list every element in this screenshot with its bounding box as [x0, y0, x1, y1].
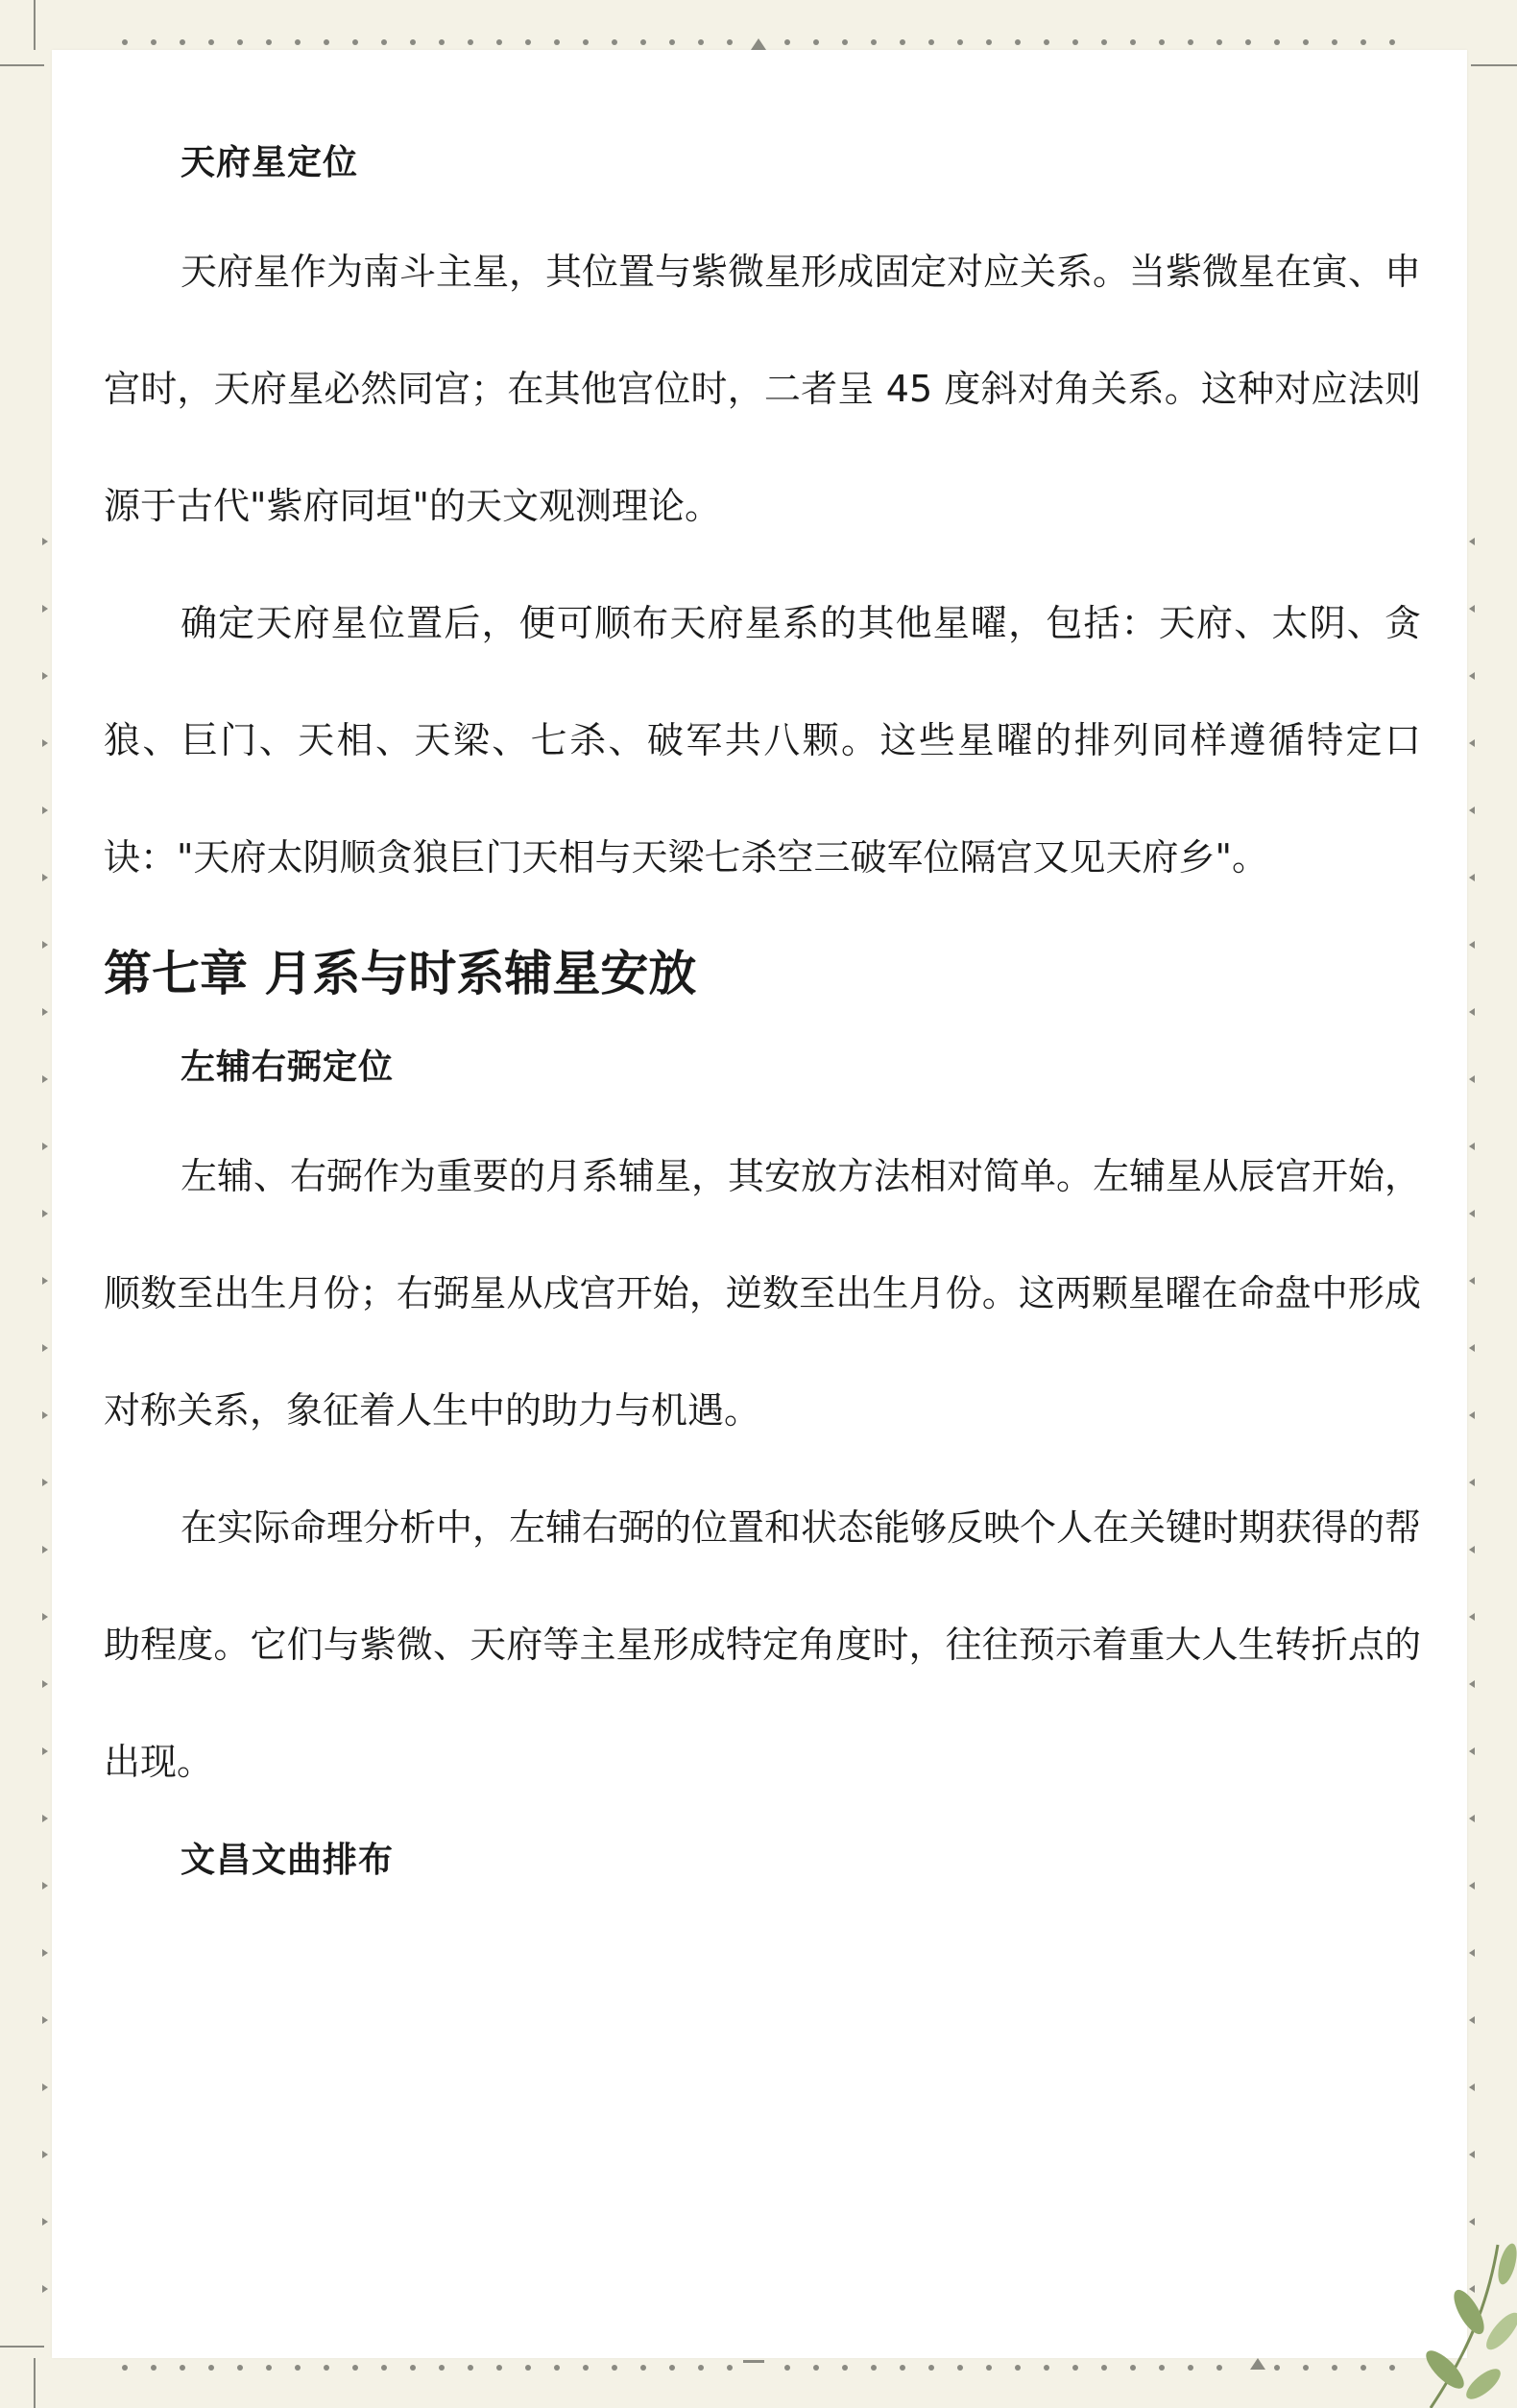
border-dot: [208, 39, 214, 45]
border-tick: [42, 1210, 48, 1217]
border-dot: [554, 39, 560, 45]
border-dot: [1332, 39, 1337, 45]
border-dot: [813, 39, 819, 45]
border-tick: [1469, 605, 1475, 613]
border-tick: [1469, 1882, 1475, 1890]
border-dot: [928, 39, 934, 45]
border-tick: [42, 874, 48, 881]
border-tick: [1469, 2151, 1475, 2158]
border-tick: [1469, 1008, 1475, 1016]
border-tick: [1469, 874, 1475, 881]
border-dot: [352, 39, 358, 45]
border-dot: [1216, 39, 1222, 45]
border-tick: [42, 1680, 48, 1688]
border-tick: [42, 1949, 48, 1957]
border-dot: [1044, 39, 1049, 45]
border-dot: [640, 39, 646, 45]
border-dot: [900, 39, 905, 45]
border-dot: [583, 2365, 589, 2371]
border-tick: [1469, 1344, 1475, 1352]
border-dot: [1159, 2365, 1165, 2371]
border-dot: [1274, 39, 1280, 45]
border-tick: [1469, 2218, 1475, 2226]
border-dot: [1130, 39, 1136, 45]
border-tick: [42, 2218, 48, 2226]
border-tick: [1469, 1613, 1475, 1621]
border-dot: [1389, 39, 1395, 45]
border-tick: [1469, 1075, 1475, 1083]
border-dot: [986, 2365, 992, 2371]
border-dot: [612, 2365, 617, 2371]
border-tick: [1469, 807, 1475, 814]
border-dot: [1072, 39, 1078, 45]
border-dot: [1188, 39, 1193, 45]
border-dot: [698, 39, 704, 45]
border-dot: [727, 39, 733, 45]
border-dot: [496, 39, 502, 45]
border-tick: [42, 1143, 48, 1150]
border-tick: [1469, 2083, 1475, 2091]
section-wenchang-wenqu: [104, 1840, 1421, 1882]
border-dot: [1360, 39, 1366, 45]
border-tick: [1469, 1747, 1475, 1755]
border-tick: [42, 1411, 48, 1419]
border-dot: [698, 2365, 704, 2371]
border-tick: [42, 2285, 48, 2293]
border-tick: [1469, 1277, 1475, 1285]
chapter-title: 第七章 月系与时系辅星安放: [104, 946, 697, 1001]
border-tick: [42, 739, 48, 747]
border-dot: [669, 39, 675, 45]
border-dot: [122, 2365, 128, 2371]
border-tick: [1469, 1949, 1475, 1957]
border-tick: [42, 2016, 48, 2024]
border-dot: [468, 39, 473, 45]
border-tick: [1469, 739, 1475, 747]
border-dot: [1216, 2365, 1222, 2371]
border-dot: [468, 2365, 473, 2371]
subheading-tianfu: 天府星定位: [181, 143, 359, 182]
border-tick: [1469, 672, 1475, 680]
document-content: [104, 142, 1421, 1882]
border-dot: [1101, 39, 1107, 45]
border-tick: [42, 1613, 48, 1621]
border-dot: [957, 39, 963, 45]
border-tick: [42, 538, 48, 545]
border-dot: [1188, 2365, 1193, 2371]
border-dot: [525, 2365, 531, 2371]
border-dot: [180, 2365, 185, 2371]
border-dot: [1101, 2365, 1107, 2371]
border-dot: [439, 39, 445, 45]
border-tick: [1469, 1680, 1475, 1688]
border-dot: [381, 39, 387, 45]
border-dot: [784, 2365, 790, 2371]
border-tick: [42, 672, 48, 680]
border-dot: [1332, 2365, 1337, 2371]
border-dot: [324, 2365, 329, 2371]
border-tick: [1469, 1210, 1475, 1217]
border-tick: [42, 941, 48, 949]
border-dot: [1303, 2365, 1309, 2371]
border-dot: [1015, 2365, 1021, 2371]
border-dot: [986, 39, 992, 45]
border-dot: [640, 2365, 646, 2371]
border-tick: [1469, 2016, 1475, 2024]
border-dot: [496, 2365, 502, 2371]
border-tick: [42, 1479, 48, 1486]
border-dot: [1015, 39, 1021, 45]
border-tick: [42, 1277, 48, 1285]
border-dot: [295, 39, 301, 45]
border-tick: [1469, 1143, 1475, 1150]
border-dot: [525, 39, 531, 45]
border-dot: [842, 2365, 848, 2371]
border-tick: [1469, 1411, 1475, 1419]
border-dot: [1072, 2365, 1078, 2371]
section-tianfu: [104, 142, 1421, 916]
border-dot: [1159, 39, 1165, 45]
border-dot: [151, 2365, 157, 2371]
border-dot: [957, 2365, 963, 2371]
border-tick: [42, 807, 48, 814]
paragraph: 左辅、右弼作为重要的月系辅星，其安放方法相对简单。左辅星从辰宫开始，顺数至出生月份；右弼星从戌宫开始，逆数至出生月份。这两颗星曜在命盘中形成对称关系，象征着人生中的助力与机遇。: [104, 1155, 1422, 1432]
border-dot: [813, 2365, 819, 2371]
border-tick: [1469, 1479, 1475, 1486]
border-dot: [208, 2365, 214, 2371]
border-dot: [784, 39, 790, 45]
border-tick: [42, 1882, 48, 1890]
border-dot: [180, 39, 185, 45]
border-dot: [1245, 39, 1251, 45]
border-tick: [42, 1075, 48, 1083]
border-dot: [1130, 2365, 1136, 2371]
leaf-decoration-icon: [1354, 2226, 1517, 2408]
border-tick: [42, 1008, 48, 1016]
border-tick: [1469, 1546, 1475, 1553]
border-tick: [1469, 538, 1475, 545]
border-dot: [1274, 2365, 1280, 2371]
section-zuofu-youbi: [104, 1047, 1421, 1820]
border-dot: [237, 39, 243, 45]
border-dot: [554, 2365, 560, 2371]
border-dot: [1303, 39, 1309, 45]
border-dot: [266, 39, 272, 45]
border-dot: [871, 39, 877, 45]
border-dot: [324, 39, 329, 45]
border-dot: [122, 39, 128, 45]
border-dot: [410, 2365, 416, 2371]
border-tick: [42, 1747, 48, 1755]
border-dot: [295, 2365, 301, 2371]
border-dot: [266, 2365, 272, 2371]
border-tick: [42, 1546, 48, 1553]
border-dot: [1044, 2365, 1049, 2371]
subheading-wenchang-wenqu: 文昌文曲排布: [181, 1841, 395, 1880]
border-dot: [381, 2365, 387, 2371]
paragraph: 确定天府星位置后，便可顺布天府星系的其他星曜，包括：天府、太阴、贪狼、巨门、天相、天梁、七杀、破军共八颗。这些星曜的排列同样遵循特定口诀："天府太阴顺贪狼巨门天相与天梁七杀空三破军位隔宫又见天府乡"。: [104, 602, 1421, 879]
border-tick: [42, 2083, 48, 2091]
border-dot: [928, 2365, 934, 2371]
border-dot: [669, 2365, 675, 2371]
border-dot: [410, 39, 416, 45]
border-dot: [842, 39, 848, 45]
paragraph: 在实际命理分析中，左辅右弼的位置和状态能够反映个人在关键时期获得的帮助程度。它们与紫微、天府等主星形成特定角度时，往往预示着重大人生转折点的出现。: [104, 1506, 1422, 1783]
border-dot: [727, 2365, 733, 2371]
border-dot: [237, 2365, 243, 2371]
border-dot: [612, 39, 617, 45]
border-dot: [871, 2365, 877, 2371]
border-tick: [42, 1815, 48, 1822]
border-dot: [439, 2365, 445, 2371]
border-tick: [1469, 941, 1475, 949]
border-tick: [1469, 1815, 1475, 1822]
border-tick: [42, 1344, 48, 1352]
paragraph: 天府星作为南斗主星，其位置与紫微星形成固定对应关系。当紫微星在寅、申宫时，天府星必然同宫；在其他宫位时，二者呈 45 度斜对角关系。这种对应法则源于古代"紫府同垣"的天文观测理论。: [104, 251, 1422, 527]
subheading-zuofu-youbi: 左辅右弼定位: [181, 1047, 395, 1087]
border-tick: [42, 2151, 48, 2158]
border-dot: [900, 2365, 905, 2371]
border-tick: [42, 605, 48, 613]
border-dot: [151, 39, 157, 45]
border-dot: [583, 39, 589, 45]
border-dot: [352, 2365, 358, 2371]
